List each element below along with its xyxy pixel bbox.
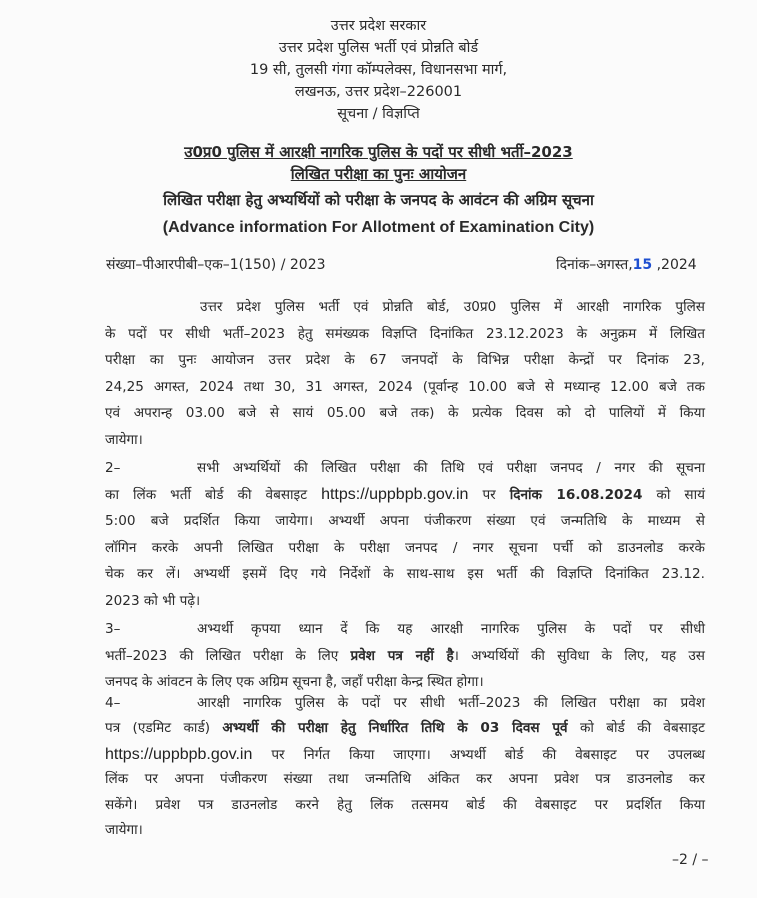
- text-segment: जायेगा।: [105, 821, 143, 838]
- text-segment: सभी अभ्यर्थियों की लिखित परीक्षा की तिथि एवं परीक्षा जनपद / नगर की सूचना: [197, 460, 705, 476]
- text-segment: 5:00 बजे प्रदर्शित किया जायेगा। अभ्यर्थी अपना पंजीकरण संख्या एवं जन्मतिथि के माध्यम से: [105, 513, 705, 529]
- reference-date: [556, 255, 697, 274]
- text-segment: परीक्षा का पुनः आयोजन उत्तर प्रदेश के 67 जनपदों के विभिन्न परीक्षा केन्द्रों पर दिनांक 23,: [105, 352, 705, 368]
- paragraph-number: 3–: [105, 621, 121, 637]
- text-segment: जायेगा।: [105, 431, 143, 448]
- website-url: https://uppbpb.gov.in: [321, 485, 469, 503]
- text-segment: के पदों पर सीधी भर्ती–2023 हेतु समंख्यक विज्ञप्ति दिनांकित 23.12.2023 के अनुक्रम में लिखित: [105, 325, 705, 342]
- text-segment: । अभ्यर्थियों की सुविधा के लिए, यह उस: [453, 647, 705, 664]
- text-segment: का लिंक भर्ती बोर्ड की वेबसाइट: [105, 486, 322, 503]
- paragraph-line: [105, 535, 705, 562]
- paragraph-line: [105, 793, 705, 818]
- paragraph-line: [105, 742, 705, 767]
- bold-text: दिनांक 16.08.2024: [509, 486, 643, 503]
- website-url: https://uppbpb.gov.in: [105, 745, 253, 763]
- paragraph-line: [105, 716, 705, 741]
- reference-number: संख्या–पीआरपीबी–एक–1(150) / 2023: [106, 257, 326, 273]
- text-segment: उत्तर प्रदेश पुलिस भर्ती एवं प्रोन्नति बोर्ड, उ0प्र0 पुलिस में आरक्षी नागरिक पुलिस: [200, 299, 705, 315]
- text-segment: पत्र (एडमिट कार्ड): [105, 720, 223, 737]
- paragraph-line: [105, 561, 705, 588]
- text-segment: चेक कर लें। अभ्यर्थी इसमें दिए गये निर्देशों के साथ-साथ इस भर्ती की विज्ञप्ति दिनांकित 23.12.: [105, 566, 705, 582]
- paragraph-line: [105, 588, 705, 615]
- text-segment: भर्ती–2023 की लिखित परीक्षा के लिए: [105, 647, 351, 664]
- text-segment: पर: [468, 486, 510, 503]
- paragraph-line: [105, 455, 705, 482]
- paragraph-line: [105, 427, 705, 454]
- paragraph-number: 2–: [105, 460, 121, 476]
- text-segment: 2023 को भी पढ़े।: [105, 592, 201, 609]
- paragraph-4: [105, 691, 705, 843]
- date-year: ,2024: [652, 257, 697, 273]
- text-segment: पर निर्गत किया जाएगा। अभ्यर्थी बोर्ड की वेबसाइट पर उपलब्ध: [252, 746, 705, 763]
- paragraph-line: [105, 400, 705, 427]
- paragraph-line: [105, 321, 705, 348]
- paragraph-line: [105, 508, 705, 535]
- text-segment: अभ्यर्थी कृपया ध्यान दें कि यह आरक्षी नागरिक पुलिस के पदों पर सीधी: [197, 621, 705, 637]
- title-english: (Advance information For Allotment of Examination City): [162, 219, 595, 236]
- text-segment: को बोर्ड की वेबसाइट: [567, 720, 705, 737]
- title-re-exam: लिखित परीक्षा का पुनः आयोजन: [290, 165, 467, 183]
- header-address: 19 सी, तुलसी गंगा कॉम्पलेक्स, विधानसभा मार्ग,: [249, 62, 508, 78]
- text-segment: लॉगिन करके अपनी लिखित परीक्षा के परीक्षा जनपद / नगर सूचना पर्ची को डाउनलोड करके: [105, 539, 705, 556]
- paragraph-1: [105, 294, 705, 453]
- text-segment: जनपद के आंवटन के लिए एक अग्रिम सूचना है, जहाँ परीक्षा केन्द्र स्थित होगा।: [105, 674, 484, 690]
- text-segment: आरक्षी नागरिक पुलिस के पदों पर सीधी भर्ती–2023 की लिखित परीक्षा का प्रवेश: [197, 695, 705, 711]
- paragraph-line: [105, 347, 705, 374]
- paragraph-line: [105, 294, 705, 321]
- date-prefix: दिनांक–अगस्त,: [556, 257, 633, 273]
- paragraph-line: [105, 482, 705, 509]
- header-notice-label: सूचना / विज्ञप्ति: [337, 106, 420, 122]
- date-day: 15: [632, 257, 653, 273]
- paragraph-2: [105, 455, 705, 614]
- paragraph-number: 4–: [105, 695, 121, 711]
- header-government: उत्तर प्रदेश सरकार: [330, 18, 427, 34]
- page-marker: –2 / –: [672, 852, 709, 868]
- text-segment: लिंक पर अपना पंजीकरण संख्या तथा जन्मतिथि अंकित कर अपना प्रवेश पत्र डाउनलोड कर: [105, 771, 705, 788]
- text-segment: को सायं: [642, 486, 705, 503]
- text-segment: एवं अपरान्ह 03.00 बजे से सायं 05.00 बजे तक) के प्रत्येक दिवस को दो पालियों में किया: [105, 405, 705, 421]
- title-advance-notice: लिखित परीक्षा हेतु अभ्यर्थियों को परीक्षा के जनपद के आवंटन की अग्रिम सूचना: [163, 191, 594, 209]
- paragraph-line: [105, 691, 705, 716]
- paragraph-line: [105, 374, 705, 401]
- text-segment: सकेंगे। प्रवेश पत्र डाउनलोड करने हेतु लिंक तत्समय बोर्ड की वेबसाइट पर प्रदर्शित किया: [105, 796, 705, 813]
- text-segment: 24,25 अगस्त, 2024 तथा 30, 31 अगस्त, 2024 (पूर्वान्ह 10.00 बजे से मध्यान्ह 12.00 बजे तक: [105, 378, 705, 395]
- paragraph-line: [105, 616, 705, 643]
- paragraph-line: [105, 643, 705, 670]
- header-board-name: उत्तर प्रदेश पुलिस भर्ती एवं प्रोन्नति बोर्ड: [278, 40, 479, 56]
- paragraph-line: [105, 767, 705, 792]
- title-recruitment: उ0प्र0 पुलिस में आरक्षी नागरिक पुलिस के पदों पर सीधी भर्ती–2023: [184, 143, 573, 161]
- bold-text: अभ्यर्थी की परीक्षा हेतु निर्धारित तिथि के 03 दिवस पूर्व: [222, 720, 568, 737]
- paragraph-line: [105, 818, 705, 843]
- header-city: लखनऊ, उत्तर प्रदेश–226001: [294, 84, 463, 100]
- paragraph-3: [105, 616, 705, 696]
- bold-text: प्रवेश पत्र नहीं है: [350, 647, 454, 664]
